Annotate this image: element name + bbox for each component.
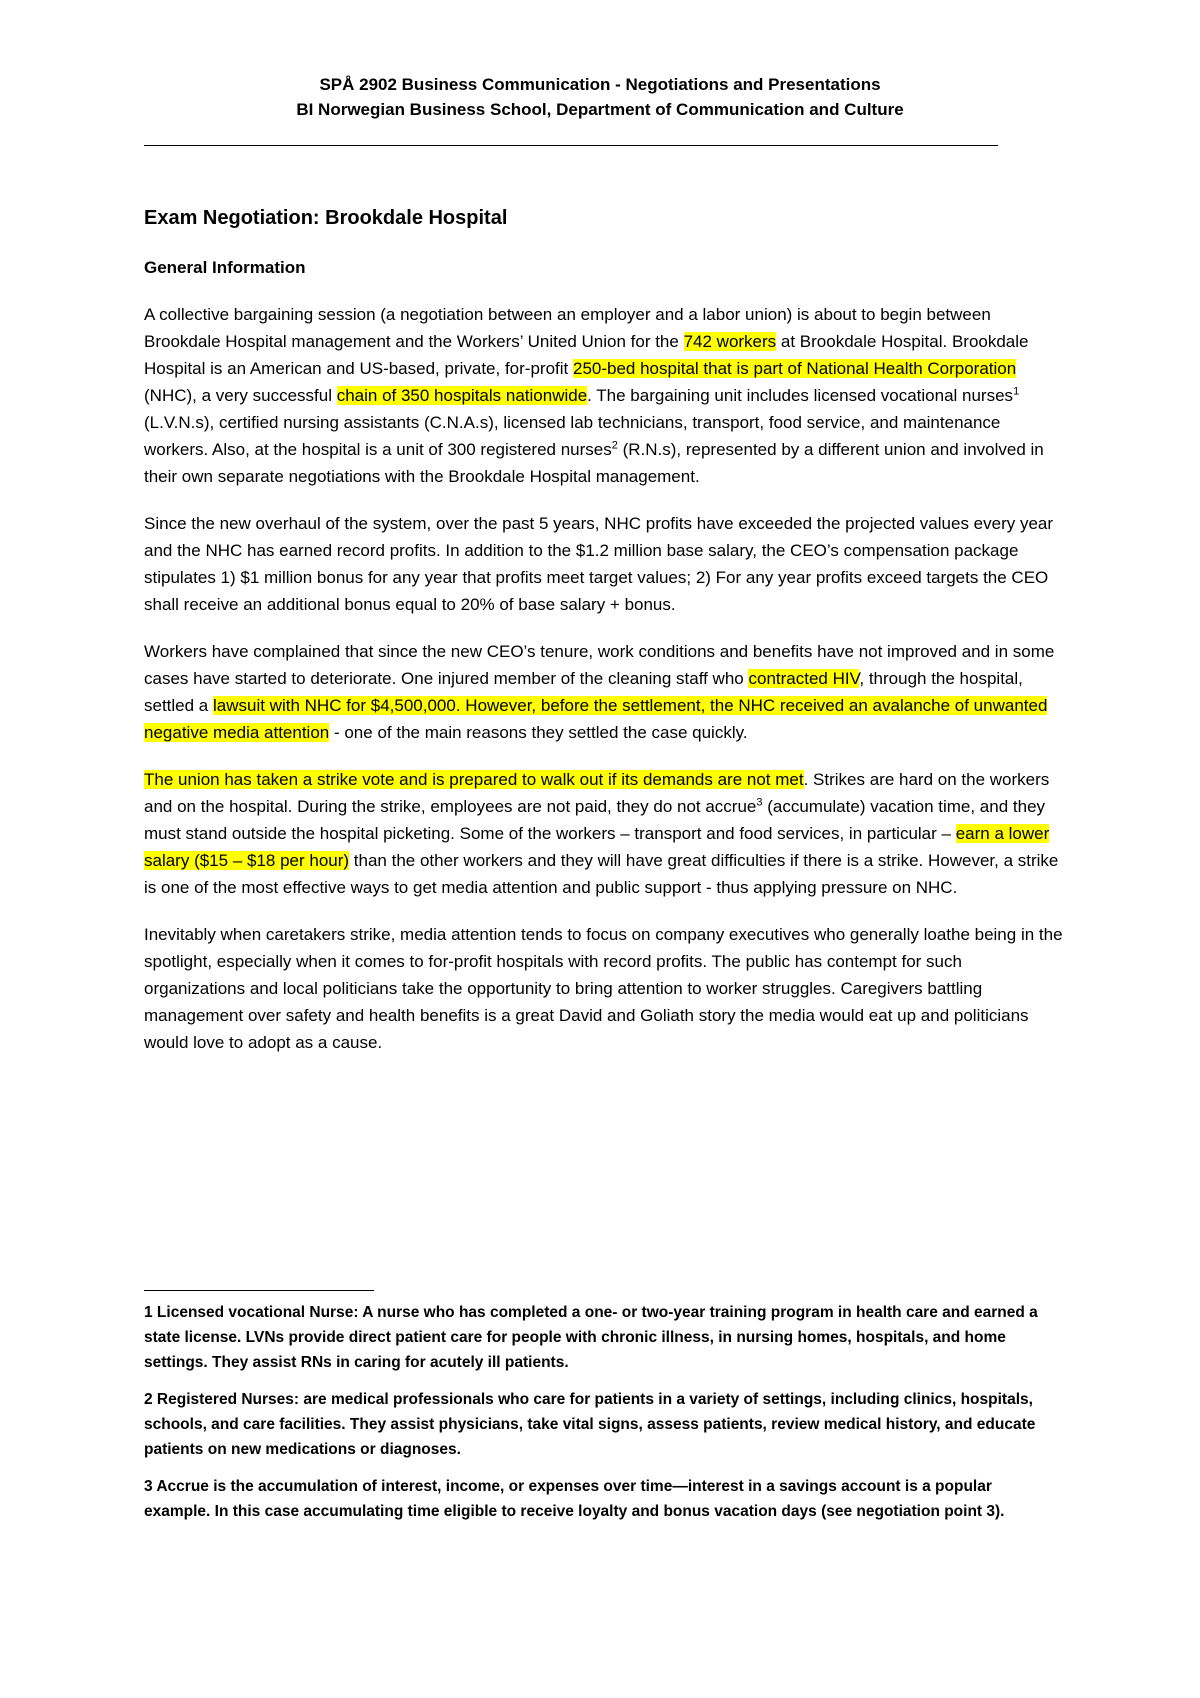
text-run: A collective bargaining session (a negotiation between an employer and a labor union) is about to begin between Brookdale Hospital management and the Workers’ United Union for the [144,305,991,351]
text-run: than the other workers and they will have great difficulties if there is a strike. However, a strike is one of the most effective ways to get media attention and public support - thus applying pressure on NHC. [144,851,1059,897]
highlight-hospital: 250-bed hospital that is part of National Health Corporation [572,359,1017,378]
paragraph-intro [144,301,1064,490]
text-run: . Strikes are hard on the workers and on the hospital. During the strike, employees are not paid, they do not accrue [144,770,1050,816]
text-run: at Brookdale Hospital. Brookdale Hospital is an American and US-based, private, for-profit [144,332,1029,378]
highlight-hiv: contracted HIV [748,669,860,688]
footnote-3: 3 Accrue is the accumulation of interest, income, or expenses over time—interest in a savings account is a popular example. In this case accumulating time eligible to receive loyalty and bonus vacation days (see negotiation point 3). [144,1478,1005,1520]
header-school-line: BI Norwegian Business School, Department of Communication and Culture [296,100,904,119]
page-header [0,72,1200,122]
section-heading: General Information [144,258,306,277]
paragraph-complaints [144,638,1064,746]
highlight-chain: chain of 350 hospitals nationwide [336,386,588,405]
paragraph-strike [144,766,1064,901]
text-run: (R.N.s), represented by a different union and involved in their own separate negotiations with the Brookdale Hospital management. [144,440,1044,486]
text-run: (accumulate) vacation time, and they must stand outside the hospital picketing. Some of the workers – transport and food services, in particular – [144,797,1046,843]
text-run: (L.V.N.s), certified nursing assistants (C.N.A.s), licensed lab technicians, transport, food service, and maintenance workers. Also, at the hospital is a unit of 300 registered nurses [144,413,1001,459]
footnote-ref-3: 3 [756,796,763,809]
footnote-divider [144,1290,374,1291]
text-run: (NHC), a very successful [144,386,337,405]
header-divider [144,145,998,146]
text-run: , through the hospital, settled a [144,669,1023,715]
highlight-salary: earn a lower salary ($15 – $18 per hour) [144,824,1050,870]
highlight-strike-vote: The union has taken a strike vote and is prepared to walk out if its demands are not met [144,770,804,789]
footnote-ref-1: 1 [1013,385,1020,398]
highlight-lawsuit: lawsuit with NHC for $4,500,000. However, before the settlement, the NHC received an avalanche of unwanted negative media attention [144,696,1048,742]
footnote-ref-2: 2 [611,439,618,452]
footnote-2: 2 Registered Nurses: are medical professionals who care for patients in a variety of settings, including clinics, hospitals, schools, and care facilities. They assist physicians, take vital signs, assess patients, review medical history, and educate patients on new medications or diagnoses. [144,1391,1036,1458]
text-run: Workers have complained that since the new CEO’s tenure, work conditions and benefits have not improved and in some cases have started to deteriorate. One injured member of the cleaning staff who [144,642,1055,688]
header-course-line: SPÅ 2902 Business Communication - Negotiations and Presentations [319,75,881,94]
paragraph-media: Inevitably when caretakers strike, media attention tends to focus on company executives who generally loathe being in the spotlight, especially when it comes to for-profit hospitals with record profits. The public has contempt for such organizations and local politicians take the opportunity to bring attention to worker struggles. Caregivers battling management over safety and health benefits is a great David and Goliath story the media would eat up and politicians would love to adopt as a cause. [144,925,1063,1052]
text-run: . The bargaining unit includes licensed vocational nurses [587,386,1014,405]
text-run: - one of the main reasons they settled the case quickly. [329,723,748,742]
footnote-1: 1 Licensed vocational Nurse: A nurse who has completed a one- or two-year training program in health care and earned a state license. LVNs provide direct patient care for people with chronic illness, in nursing homes, hospitals, and home settings. They assist RNs in caring for acutely ill patients. [144,1304,1038,1371]
paragraph-profits: Since the new overhaul of the system, over the past 5 years, NHC profits have exceeded the projected values every year and the NHC has earned record profits. In addition to the $1.2 million base salary, the CEO’s compensation package stipulates 1) $1 million bonus for any year that profits meet target values; 2) For any year profits exceed targets the CEO shall receive an additional bonus equal to 20% of base salary + bonus. [144,514,1054,614]
document-title: Exam Negotiation: Brookdale Hospital [144,207,508,229]
highlight-workers: 742 workers [683,332,777,351]
document-body [144,204,1064,1076]
footnotes [144,1300,1044,1536]
